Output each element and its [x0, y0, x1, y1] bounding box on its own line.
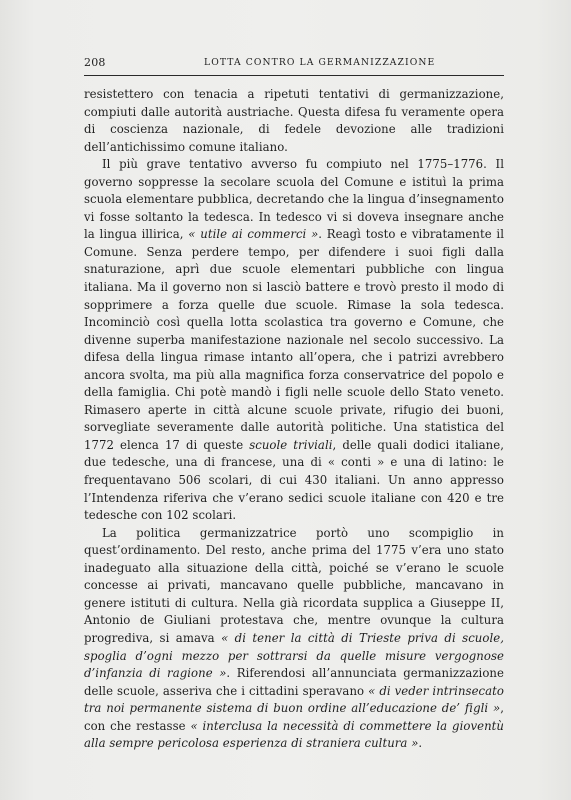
- text-segment: . Reagì tosto e vibratamente il Comune. Senza perdere tempo, per difendere i suoi figli dalla snaturazione, aprì due scuole elementari pubbliche con lingua italiana. Ma il governo non si lasciò battere e trovò presto il modo di sopprimere a forza quelle due scuole. Rimase la sola tedesca. Incominciò così quella lotta scolastica tra governo e Comune, che divenne superba manifestazione nazionale nel secolo successivo. La difesa della lingua rimase intanto all’opera, che i patrizi avrebbero ancora svolta, ma più alla magnifica forza conservatrice del popolo e della famiglia. Chi potè mandò i figli nelle scuole dello Stato veneto. Rimasero aperte in città alcune scuole private, rifugio dei buoni, sorvegliate severamente dalle autorità politiche. Una statistica del 1772 elenca 17 di queste: [84, 227, 504, 452]
- page-number: 208: [84, 56, 106, 69]
- paragraph-2: [84, 156, 504, 524]
- text-segment: La politica germanizzatrice portò uno scompiglio in quest’ordinamento. Del resto, anche prima del 1775 v’era uno stato inadeguato alla situazione della città, poiché se v’erano le scuole concesse ai privati, mancavano quelle pubbliche, mancavano in genere istituti di cultura. Nella già ricordata supplica a Giuseppe II, Antonio de Giuliani protestava che, mentre ovunque la cultura progrediva, si amava: [84, 525, 504, 645]
- header-rule: [84, 75, 504, 76]
- italic-quote: « interclusa la necessità di commettere la gioventù alla sempre pericolosa esperienza di straniera cultura »: [84, 718, 504, 751]
- italic-quote: « di tener la città di Trieste priva di scuole, spoglia d’ogni mezzo per sottrarsi da quelle misure vergognose d’infanzia di ragione »: [84, 630, 504, 681]
- text-segment: , con che restasse: [84, 701, 504, 733]
- text-segment: , delle quali dodici italiane, due tedesche, una di francese, una di « conti » e una di latino: le frequentavano 506 scolari, di cui 430 italiani. Un anno appresso l’Intendenza riferiva che v’erano sedici scuole italiane con 420 e tre tedesche con 102 scolari.: [84, 437, 504, 523]
- page-header: [84, 56, 504, 74]
- running-title: LOTTA CONTRO LA GERMANIZZAZIONE: [204, 57, 436, 68]
- text-segment: Il più grave tentativo avverso fu compiuto nel 1775–1776. Il governo soppresse la secolare scuola del Comune e istituì la prima scuola elementare pubblica, decretando che la lingua d’insegnamento vi fosse soltanto la tedesca. In tedesco vi si doveva insegnare anche la lingua illirica,: [84, 157, 504, 242]
- text-segment: resistettero con tenacia a ripetuti tentativi di germanizzazione, compiuti dalle autorità austriache. Questa difesa fu veramente opera di coscienza nazionale, di fedele devozione alle tradizioni dell’antichissimo comune italiano.: [84, 87, 504, 154]
- paragraph-3: [84, 525, 504, 753]
- text-segment: . Riferendosi all’annunciata germanizzazione delle scuole, asseriva che i cittadini speravano: [84, 666, 504, 698]
- italic-quote: « di veder intrinsecato tra noi permanente sistema di buon ordine all’educazione de’ figli »: [84, 683, 504, 716]
- italic-term: scuole triviali: [249, 437, 333, 452]
- body-text: [84, 86, 504, 753]
- italic-quote: « utile ai commerci »: [188, 227, 319, 242]
- paragraph-1: [84, 86, 504, 156]
- text-segment: .: [418, 736, 423, 751]
